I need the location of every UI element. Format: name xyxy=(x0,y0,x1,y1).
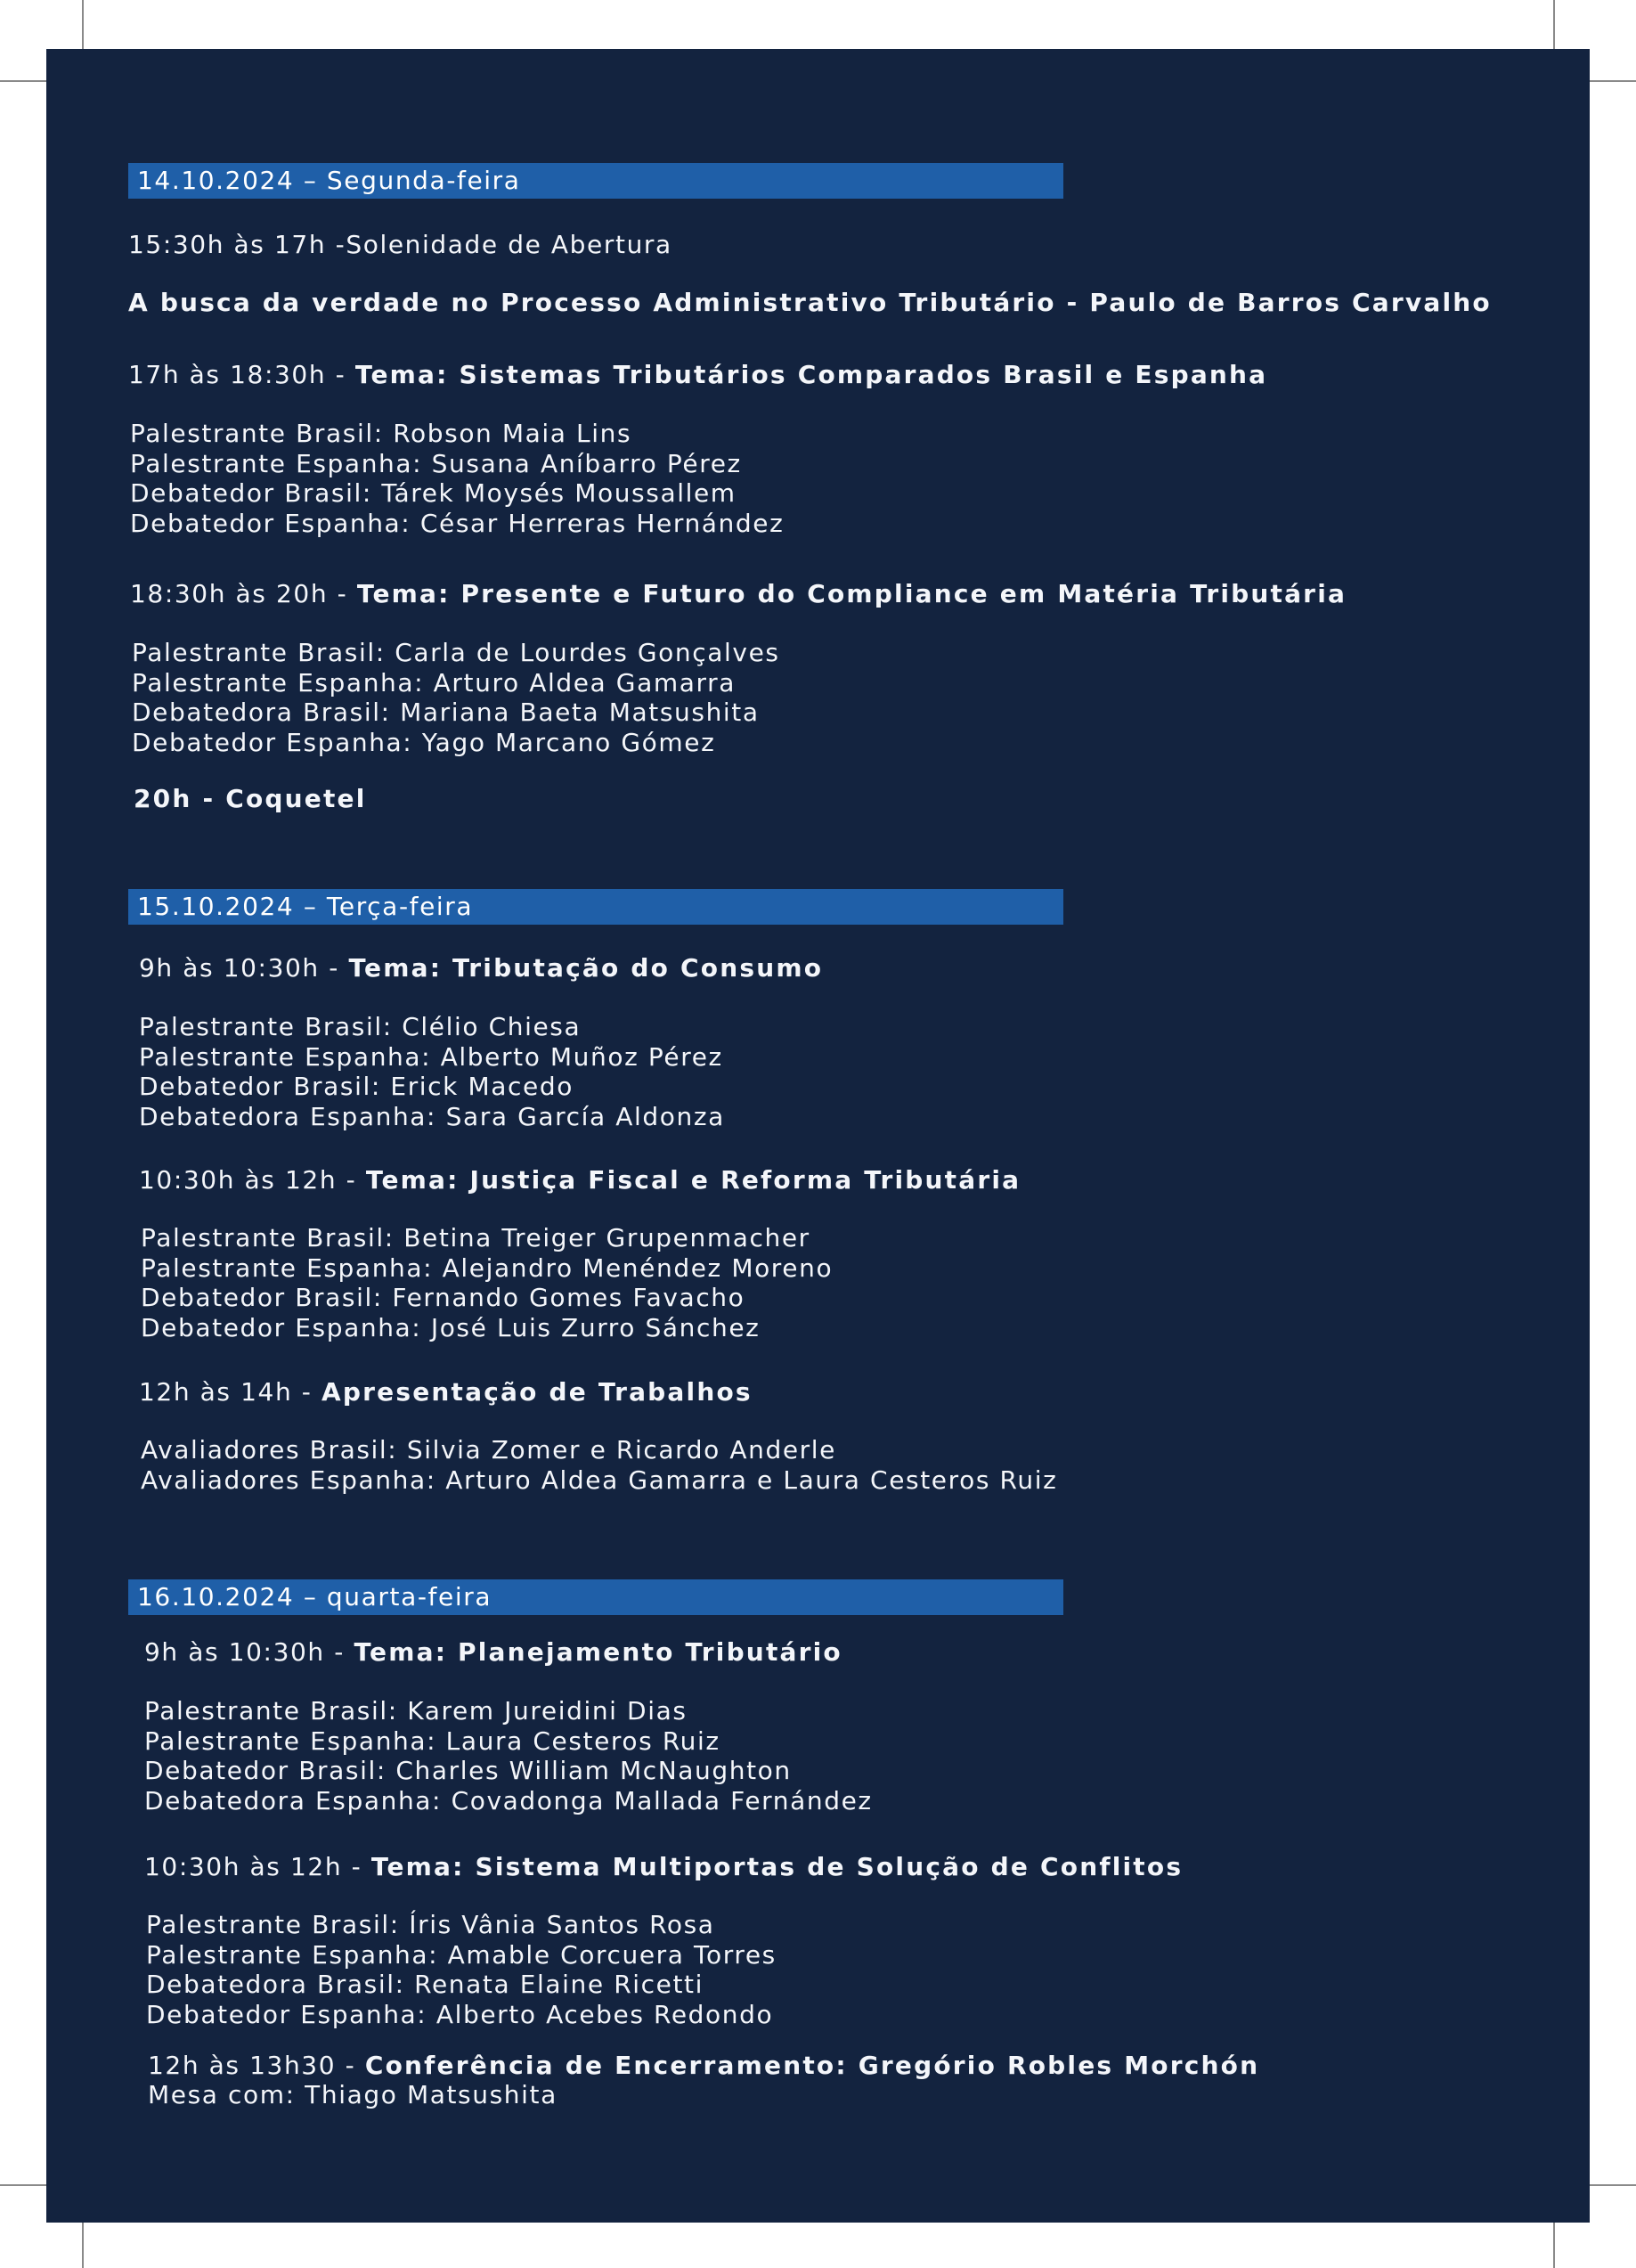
person: Debatedora Brasil: Renata Elaine Ricetti xyxy=(146,1970,704,1999)
person: Debatedor Brasil: Fernando Gomes Favacho xyxy=(141,1283,745,1312)
person: Avaliadores Brasil: Silvia Zomer e Ricardo Anderle xyxy=(141,1435,836,1464)
session-heading: 17h às 18:30h - Tema: Sistemas Tributários Comparados Brasil e Espanha xyxy=(128,360,1268,389)
person: Debatedor Espanha: Yago Marcano Gómez xyxy=(132,727,716,757)
session-people xyxy=(130,419,784,538)
day-header: 16.10.2024 – quarta-feira xyxy=(128,1579,1063,1615)
program-panel xyxy=(46,49,1590,2223)
person: Debatedor Brasil: Erick Macedo xyxy=(139,1072,574,1101)
session-people xyxy=(146,1910,777,2029)
closing-event: 20h - Coquetel xyxy=(134,784,367,813)
session-heading: 10:30h às 12h - Tema: Justiça Fiscal e Reforma Tributária xyxy=(139,1165,1021,1195)
person: Palestrante Espanha: Alejandro Menéndez Moreno xyxy=(141,1252,834,1283)
day-header: 15.10.2024 – Terça-feira xyxy=(128,889,1063,925)
person: Debatedor Espanha: José Luis Zurro Sánchez xyxy=(141,1312,761,1342)
opening-lecture: A busca da verdade no Processo Administrativo Tributário - Paulo de Barros Carvalho xyxy=(128,288,1492,317)
session-people xyxy=(144,1696,873,1815)
person: Palestrante Espanha: Susana Aníbarro Pérez xyxy=(130,448,742,478)
session-people xyxy=(132,638,780,757)
person: Palestrante Espanha: Laura Cesteros Ruiz xyxy=(144,1725,720,1756)
session-people xyxy=(141,1223,833,1342)
person: Palestrante Espanha: Arturo Aldea Gamarra xyxy=(132,667,736,698)
person: Debatedora Espanha: Sara García Aldonza xyxy=(139,1101,725,1131)
person: Debatedora Espanha: Covadonga Mallada Fernández xyxy=(144,1785,873,1815)
person: Palestrante Espanha: Alberto Muñoz Pérez xyxy=(139,1041,723,1072)
session-heading: 9h às 10:30h - Tema: Planejamento Tributário xyxy=(144,1637,842,1667)
person: Palestrante Brasil: Betina Treiger Grupenmacher xyxy=(141,1223,810,1252)
closing-panel: Mesa com: Thiago Matsushita xyxy=(148,2080,558,2109)
session-people xyxy=(141,1435,1057,1495)
session-heading: 12h às 14h - Apresentação de Trabalhos xyxy=(139,1377,753,1407)
opening-time: 15:30h às 17h -Solenidade de Abertura xyxy=(128,230,672,259)
person: Palestrante Espanha: Amable Corcuera Torres xyxy=(146,1939,777,1970)
person: Debatedor Brasil: Charles William McNaughton xyxy=(144,1756,792,1785)
person: Palestrante Brasil: Karem Jureidini Dias xyxy=(144,1696,688,1725)
session-heading: 9h às 10:30h - Tema: Tributação do Consumo xyxy=(139,953,824,983)
person: Avaliadores Espanha: Arturo Aldea Gamarra e Laura Cesteros Ruiz xyxy=(141,1464,1058,1495)
day-header: 14.10.2024 – Segunda-feira xyxy=(128,163,1063,199)
person: Debatedor Espanha: César Herreras Hernández xyxy=(130,508,785,538)
person: Palestrante Brasil: Clélio Chiesa xyxy=(139,1012,582,1041)
session-heading: 18:30h às 20h - Tema: Presente e Futuro do Compliance em Matéria Tributária xyxy=(130,579,1347,608)
session-people xyxy=(139,1012,725,1131)
person: Palestrante Brasil: Carla de Lourdes Gonçalves xyxy=(132,638,780,667)
person: Palestrante Brasil: Robson Maia Lins xyxy=(130,419,632,448)
closing-conference: 12h às 13h30 - Conferência de Encerramento: Gregório Robles Morchón xyxy=(148,2051,1260,2080)
person: Debatedor Espanha: Alberto Acebes Redondo xyxy=(146,1999,774,2029)
session-heading: 10:30h às 12h - Tema: Sistema Multiportas de Solução de Conflitos xyxy=(144,1852,1184,1881)
person: Debatedor Brasil: Tárek Moysés Moussallem xyxy=(130,478,737,508)
person: Palestrante Brasil: Íris Vânia Santos Rosa xyxy=(146,1910,715,1939)
person: Debatedora Brasil: Mariana Baeta Matsushita xyxy=(132,698,760,727)
